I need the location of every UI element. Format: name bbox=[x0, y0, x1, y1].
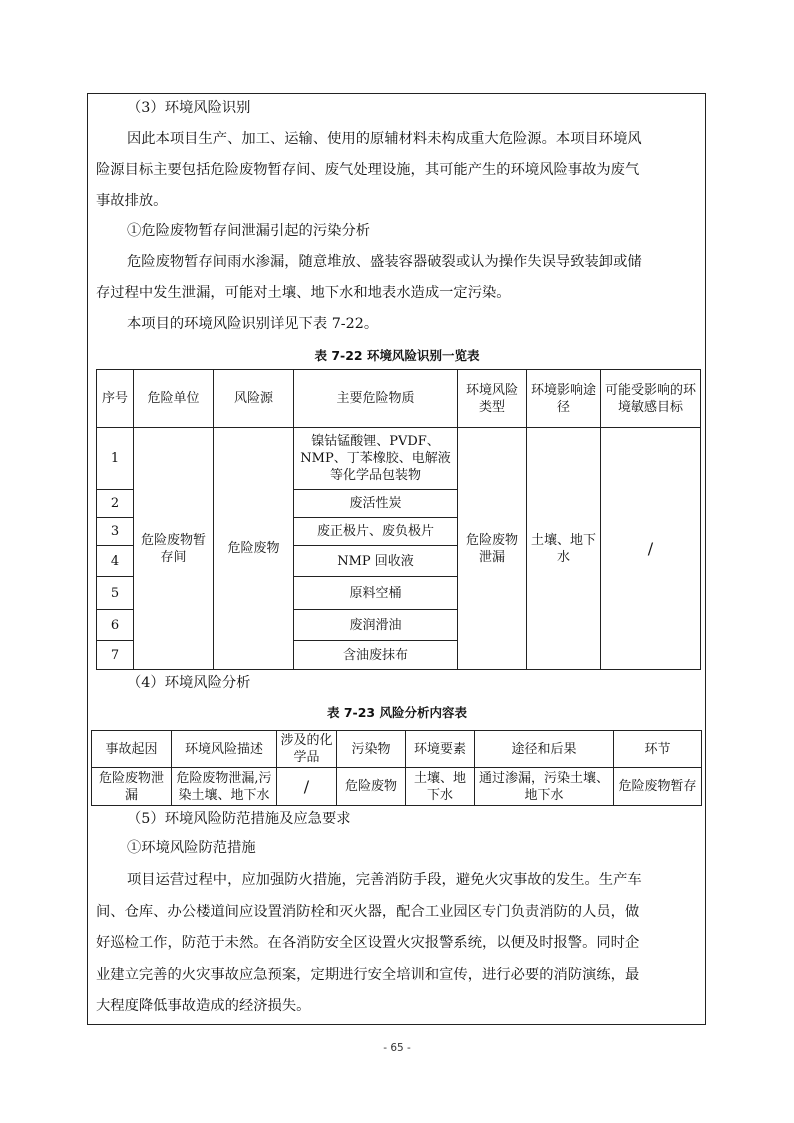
consequence-cell: 通过渗漏，污染土壤、地下水 bbox=[475, 768, 614, 806]
pollutant-cell: 危险废物 bbox=[337, 768, 406, 806]
table-header-row bbox=[92, 731, 702, 768]
table-7-22-caption: 表 7-22 环境风险识别一览表 bbox=[314, 348, 480, 363]
paragraph-4-line-4: 业建立完善的火灾事故应急预案，定期进行安全培训和宣传，进行必要的消防演练，最 bbox=[96, 967, 640, 983]
header-no: 序号 bbox=[97, 370, 134, 428]
paragraph-1-line-3: 事故排放。 bbox=[96, 193, 168, 209]
paragraph-2-line-2: 存过程中发生泄漏，可能对土壤、地下水和地表水造成一定污染。 bbox=[96, 285, 511, 301]
header-pollutant: 污染物 bbox=[337, 731, 406, 768]
paragraph-4-line-5: 大程度降低事故造成的经济损失。 bbox=[96, 998, 311, 1014]
route-cell: 土壤、地下水 bbox=[527, 428, 601, 670]
row-no: 3 bbox=[97, 518, 134, 546]
risk-type-cell: 危险废物泄漏 bbox=[458, 428, 527, 670]
header-element: 环境要素 bbox=[406, 731, 475, 768]
substance-cell: NMP 回收液 bbox=[294, 546, 458, 577]
paragraph-4-line-1: 项目运营过程中，应加强防火措施，完善消防手段，避免火灾事故的发生。生产车 bbox=[127, 872, 642, 888]
row-no: 7 bbox=[97, 641, 134, 670]
paragraph-2-line-1: 危险废物暂存间雨水渗漏，随意堆放、盛装容器破裂或认为操作失误导致装卸或储 bbox=[127, 254, 642, 270]
section-3-heading: （3）环境风险识别 bbox=[127, 100, 251, 116]
section-5-heading: （5）环境风险防范措施及应急要求 bbox=[127, 811, 351, 827]
target-cell: / bbox=[601, 428, 701, 670]
chemicals-cell: / bbox=[277, 768, 337, 806]
paragraph-3: 本项目的环境风险识别详见下表 7-22。 bbox=[127, 316, 379, 332]
table-row bbox=[97, 428, 701, 490]
header-risk-type: 环境风险类型 bbox=[458, 370, 527, 428]
table-7-23 bbox=[91, 730, 702, 806]
paragraph-4-line-2: 间、仓库、办公楼道间应设置消防栓和灭火器，配合工业园区专门负责消防的人员，做 bbox=[96, 904, 640, 920]
table-header-row bbox=[97, 370, 701, 428]
risk-source-cell: 危险废物 bbox=[214, 428, 294, 670]
substance-cell: 镍钴锰酸锂、PVDF、NMP、丁苯橡胶、电解液等化学品包装物 bbox=[294, 428, 458, 490]
header-cause: 事故起因 bbox=[92, 731, 172, 768]
row-no: 1 bbox=[97, 428, 134, 490]
paragraph-1-line-2: 险源目标主要包括危险废物暂存间、废气处理设施，其可能产生的环境风险事故为废气 bbox=[96, 162, 640, 178]
table-7-22 bbox=[96, 369, 701, 670]
risk-unit-cell: 危险废物暂存间 bbox=[134, 428, 214, 670]
paragraph-1-line-1: 因此本项目生产、加工、运输、使用的原辅材料未构成重大危险源。本项目环境风 bbox=[127, 131, 642, 147]
row-no: 5 bbox=[97, 577, 134, 610]
page-number: - 65 - bbox=[383, 1042, 411, 1054]
section-4-heading: （4）环境风险分析 bbox=[127, 675, 251, 691]
header-source: 风险源 bbox=[214, 370, 294, 428]
paragraph-4-line-3: 好巡检工作，防范于未然。在各消防安全区设置火灾报警系统，以便及时报警。同时企 bbox=[96, 935, 640, 951]
row-no: 2 bbox=[97, 490, 134, 518]
header-substance: 主要危险物质 bbox=[294, 370, 458, 428]
substance-cell: 原料空桶 bbox=[294, 577, 458, 610]
substance-cell: 含油废抹布 bbox=[294, 641, 458, 670]
table-7-23-caption: 表 7-23 风险分析内容表 bbox=[327, 705, 467, 720]
substance-cell: 废正极片、废负极片 bbox=[294, 518, 458, 546]
header-stage: 环节 bbox=[614, 731, 702, 768]
element-cell: 土壤、地下水 bbox=[406, 768, 475, 806]
header-description: 环境风险描述 bbox=[172, 731, 277, 768]
stage-cell: 危险废物暂存 bbox=[614, 768, 702, 806]
table-row bbox=[92, 768, 702, 806]
subheading-1: ①危险废物暂存间泄漏引起的污染分析 bbox=[127, 223, 371, 239]
cause-cell: 危险废物泄漏 bbox=[92, 768, 172, 806]
row-no: 6 bbox=[97, 610, 134, 641]
header-unit: 危险单位 bbox=[134, 370, 214, 428]
header-route: 环境影响途径 bbox=[527, 370, 601, 428]
header-chemicals: 涉及的化学品 bbox=[277, 731, 337, 768]
substance-cell: 废润滑油 bbox=[294, 610, 458, 641]
substance-cell: 废活性炭 bbox=[294, 490, 458, 518]
description-cell: 危险废物泄漏,污染土壤、地下水 bbox=[172, 768, 277, 806]
header-target: 可能受影响的环境敏感目标 bbox=[601, 370, 701, 428]
subheading-2: ①环境风险防范措施 bbox=[127, 840, 256, 856]
row-no: 4 bbox=[97, 546, 134, 577]
header-consequence: 途径和后果 bbox=[475, 731, 614, 768]
